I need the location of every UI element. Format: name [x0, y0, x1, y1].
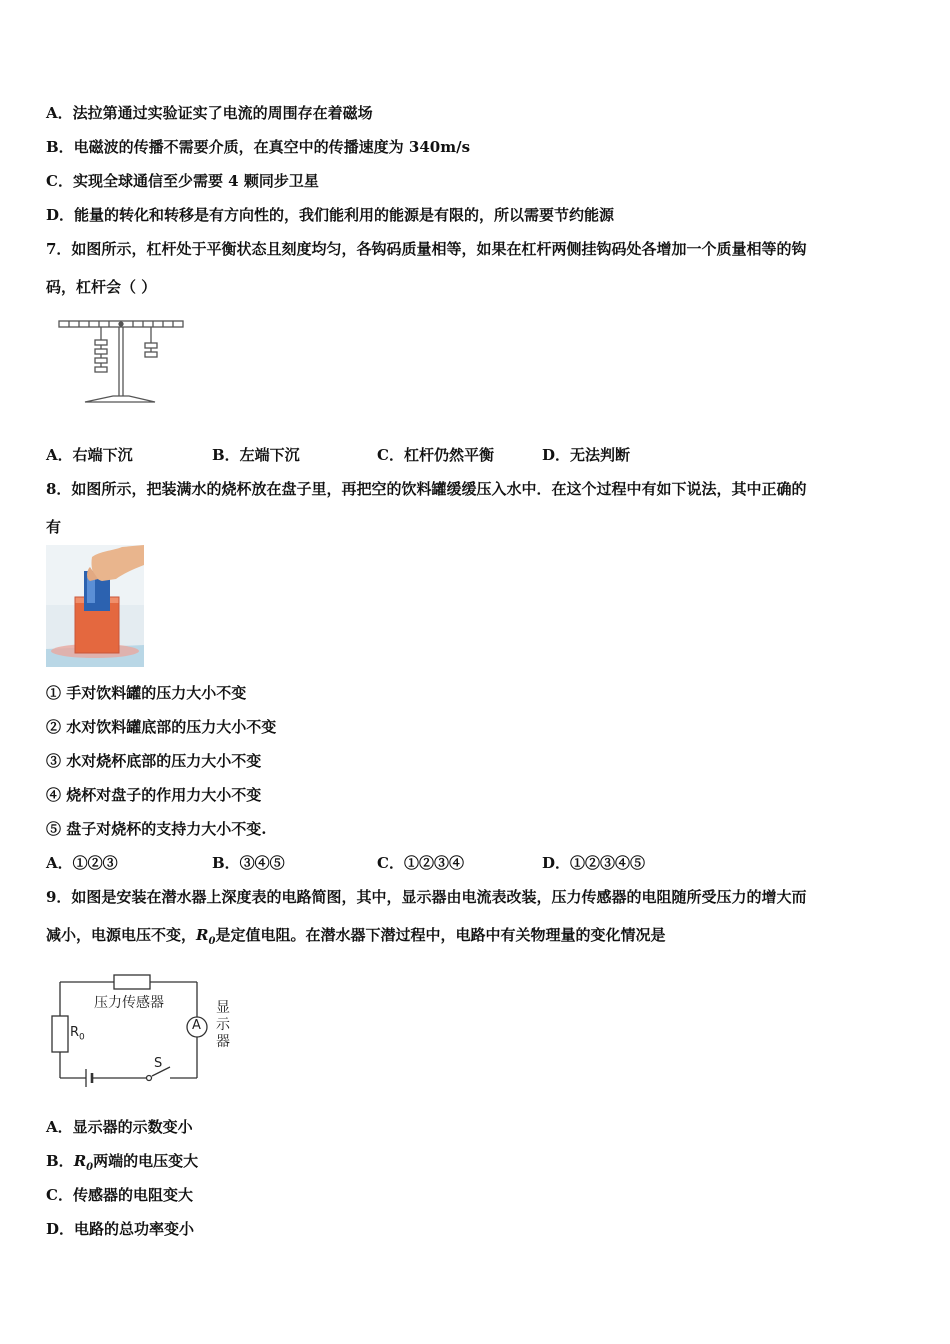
q8-option-c: C．①②③④ [377, 854, 464, 872]
q7-option-c: C．杠杆仍然平衡 [377, 446, 494, 464]
lever-figure [55, 312, 187, 408]
q7-option-d: D．无法判断 [542, 446, 631, 464]
q8-option-a: A．①②③ [46, 854, 118, 872]
q9-option-b: B．$R_0$两端的电压变大 [46, 1152, 199, 1173]
q6-option-c: C．实现全球通信至少需要 4 颗同步卫星 [46, 172, 319, 190]
q7-option-b: B．左端下沉 [212, 446, 300, 464]
q8-statement-5: ⑤ 盘子对烧杯的支持力大小不变. [46, 820, 267, 838]
q8-option-b: B．③④⑤ [212, 854, 285, 872]
sensor-label: 压力传感器 [94, 995, 164, 1011]
q7-stem-line1: 7．如图所示，杠杆处于平衡状态且刻度均匀，各钩码质量相等，如果在杠杆两侧挂钩码处各增加一个质量相等的钩 [46, 240, 807, 258]
q6-option-d: D．能量的转化和转移是有方向性的，我们能利用的能源是有限的，所以需要节约能源 [46, 206, 615, 224]
q7-options [46, 444, 906, 464]
q8-statement-2: ② 水对饮料罐底部的压力大小不变 [46, 718, 277, 736]
beaker-photo [46, 545, 144, 667]
q8-statement-3: ③ 水对烧杯底部的压力大小不变 [46, 752, 262, 770]
r0-symbol: $R_0$ [196, 926, 216, 947]
q8-stem-line2: 有 [46, 518, 62, 536]
circuit-diagram [46, 968, 246, 1088]
q8-statement-4: ④ 烧杯对盘子的作用力大小不变 [46, 786, 262, 804]
q9-option-d: D．电路的总功率变小 [46, 1220, 195, 1238]
q8-statement-1: ① 手对饮料罐的压力大小不变 [46, 684, 247, 702]
q7-option-a: A．右端下沉 [46, 446, 133, 464]
q8-options [46, 852, 906, 872]
display-label: 显 示 器 [216, 1000, 230, 1050]
ammeter-label: A [192, 1018, 201, 1033]
q7-stem-line2: 码，杠杆会（ ） [46, 278, 157, 296]
r0-label: $R_0$ [70, 1025, 85, 1043]
q9-option-a: A．显示器的示数变小 [46, 1118, 193, 1136]
q6-option-a: A．法拉第通过实验证实了电流的周围存在着磁场 [46, 104, 373, 122]
q8-option-d: D．①②③④⑤ [542, 854, 646, 872]
r0-symbol: $R_0$ [73, 1152, 94, 1173]
q9-option-c: C．传感器的电阻变大 [46, 1186, 193, 1204]
switch-label: S [154, 1056, 163, 1071]
q6-option-b: B．电磁波的传播不需要介质，在真空中的传播速度为 340m/s [46, 138, 471, 156]
q9-stem-line1: 9．如图是安装在潜水器上深度表的电路简图，其中，显示器由电流表改装，压力传感器的电阻随所受压力的增大而 [46, 888, 807, 906]
q9-stem-line2: 减小，电源电压不变，$R_0$是定值电阻。在潜水器下潜过程中，电路中有关物理量的变化情况是 [46, 926, 666, 947]
q8-stem-line1: 8．如图所示，把装满水的烧杯放在盘子里，再把空的饮料罐缓缓压入水中．在这个过程中有如下说法，其中正确的 [46, 480, 807, 498]
